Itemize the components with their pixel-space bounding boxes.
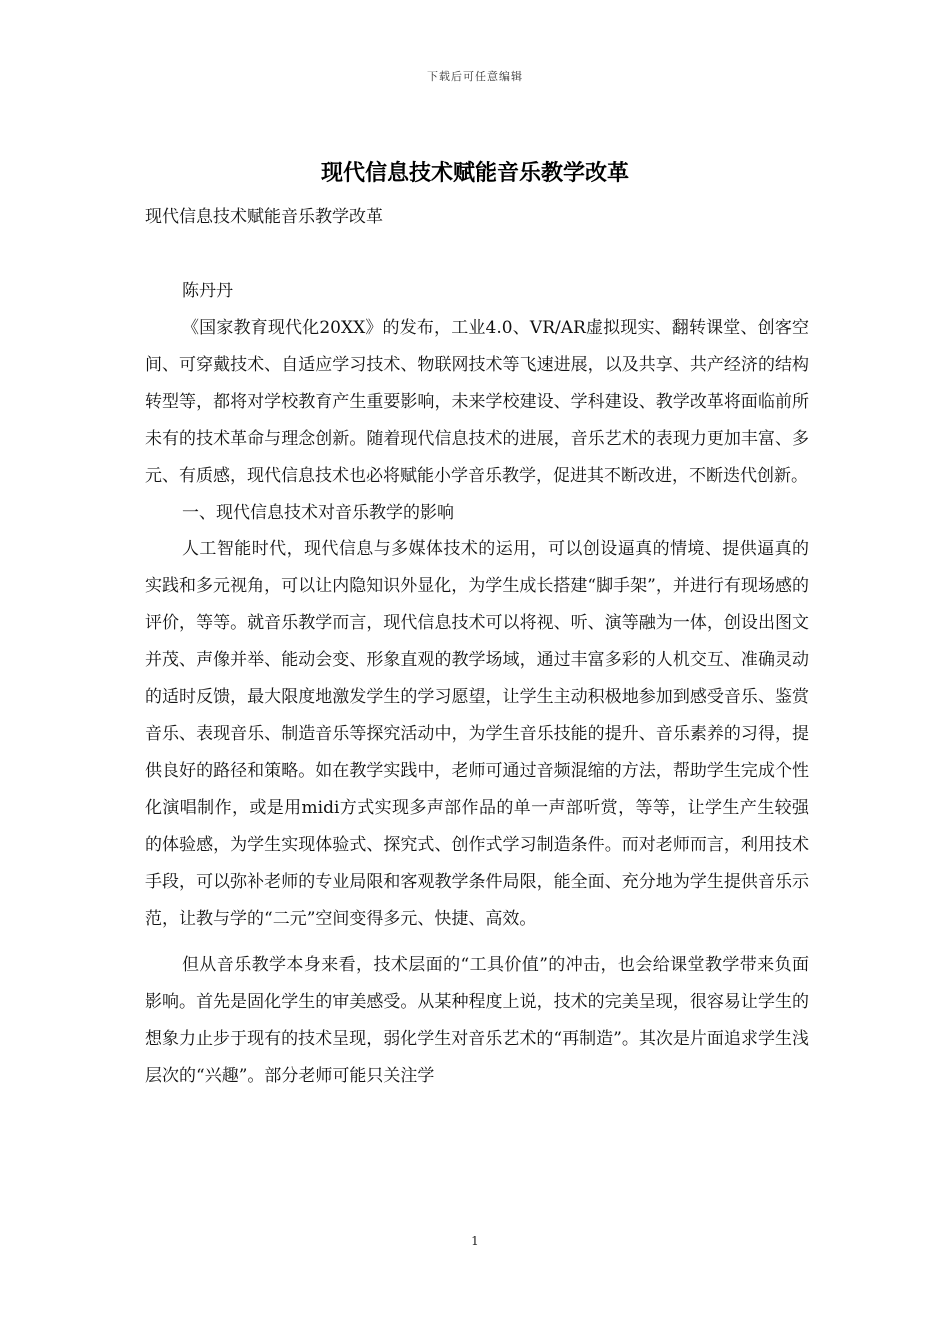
document-title: 现代信息技术赋能音乐教学改革 — [320, 160, 629, 186]
paragraph-negative: 但从音乐教学本身来看，技术层面的“工具价值”的冲击，也会给课堂教学带来负面影响。首先是固化学生的审美感受。从某种程度上说，技术的完美呈现，很容易让学生的想象力止步于现有的技术呈现，弱化学生对音乐艺术的“再制造”。其次是片面追求学生浅层次的“兴趣”。部分老师可能只关注学 — [145, 955, 809, 1087]
paragraph-impact: 人工智能时代，现代信息与多媒体技术的运用，可以创设逼真的情境、提供逼真的实践和多元视角，可以让内隐知识外显化，为学生成长搭建“脚手架”，并进行有现场感的评价，等等。就音乐教学而言，现代信息技术可以将视、听、演等融为一体，创设出图文并茂、声像并举、能动会变、形象直观的教学场域，通过丰富多彩的人机交互、准确灵动的适时反馈，最大限度地激发学生的学习愿望，让学生主动积极地参加到感受音乐、鉴赏音乐、表现音乐、制造音乐等探究活动中，为学生音乐技能的提升、音乐素养的习得，提供良好的路径和策略。如在教学实践中，老师可通过音频混缩的方法，帮助学生完成个性化演唱制作，或是用midi方式实现多声部作品的单一声部听赏，等等，让学生产生较强的体验感，为学生实现体验式、探究式、创作式学习制造条件。而对老师而言，利用技术手段，可以弥补老师的专业局限和客观教学条件局限，能全面、充分地为学生提供音乐示范，让教与学的“二元”空间变得多元、快捷、高效。 — [145, 539, 809, 929]
document-subtitle: 现代信息技术赋能音乐教学改革 — [145, 207, 383, 227]
section-heading: 一、现代信息技术对音乐教学的影响 — [182, 502, 454, 523]
paragraph-intro: 《国家教育现代化20XX》的发布，工业4.0、VR/AR虚拟现实、翻转课堂、创客空间、可穿戴技术、自适应学习技术、物联网技术等飞速进展，以及共享、共产经济的结构转型等，都将对学校教育产生重要影响，未来学校建设、学科建设、教学改革将面临前所未有的技术革命与理念创新。随着现代信息技术的进展，音乐艺术的表现力更加丰富、多元、有质感，现代信息技术也必将赋能小学音乐教学，促进其不断改进，不断迭代创新。 — [145, 318, 809, 486]
author-name: 陈丹丹 — [182, 281, 233, 301]
document-body — [145, 310, 809, 1095]
page-number: 1 — [471, 1234, 479, 1248]
header-note: 下载后可任意编辑 — [427, 70, 523, 83]
